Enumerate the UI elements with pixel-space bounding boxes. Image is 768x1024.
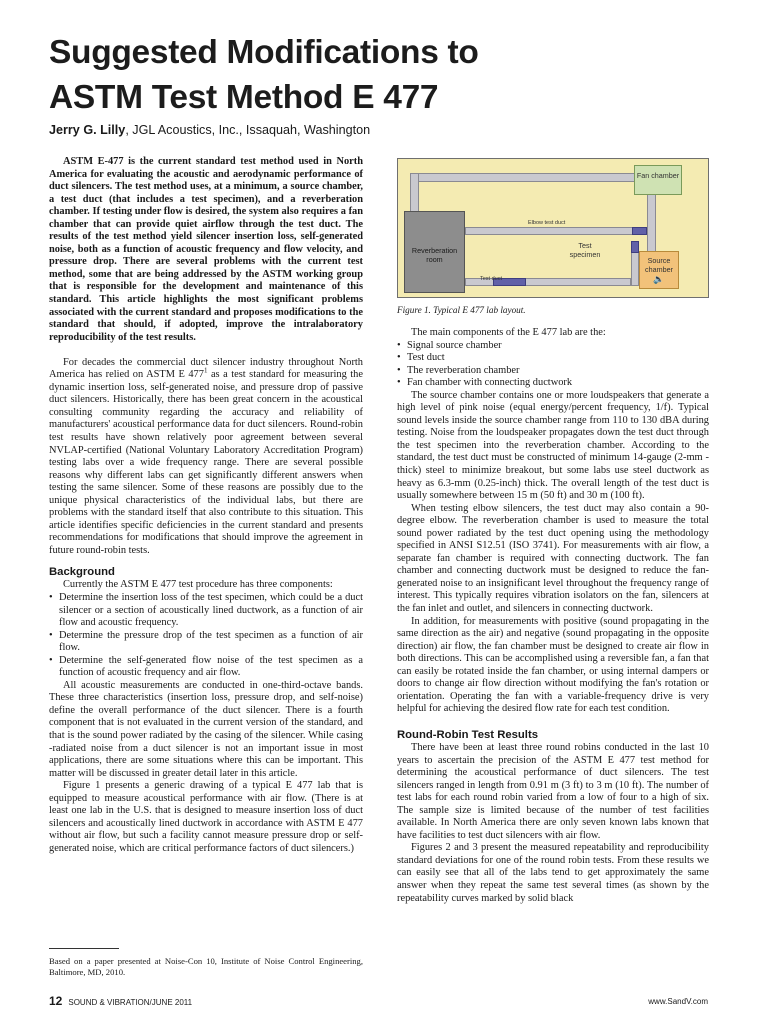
page-number: 12: [49, 994, 63, 1008]
component-item: • Fan chamber with connecting ductwork: [397, 377, 709, 390]
intro-text-b: as a test standard for measuring the dynamic insertion loss, self-generated noise, and pressure drop of passive duct silencers. Historically, there has been great concern in the acoustical consulting community regarding the accuracy and reliability of manufacturers' acoustical performance data for duct silencers. Round-robin test results have shown relatively poor agreement between several NVLAP-certified (National Voluntary Laboratory Accreditation Program) testing labs over a wide frequency range. There are several possible reasons why different labs can get significantly different answers when testing the same silencer. Some of these reasons are possibly due to the unique physical characteristics of the individual labs, but there are problems with the standard itself that also contribute to this situation. This article identifies specific deficiencies in the current standard and presents recommendations for modifications that should improve the agreement in future round-robin tests.: [49, 369, 363, 556]
round-robin-paragraph: Figures 2 and 3 present the measured repeatability and reproducibility standard deviations for one of the round robin tests. From these results we can easily see that all of the labs tend to get approximately the same answer when they repeat the same test several times (as shown by the repeatability curves marked by solid black: [397, 842, 709, 904]
footnote: Based on a paper presented at Noise-Con 10, Institute of Noise Control Engineering, Baltimore, MD, 2010.: [49, 956, 363, 977]
background-bullet: • Determine the self-generated flow noise of the test specimen as a function of acoustic frequency and air flow.: [49, 655, 363, 680]
background-heading: Background: [49, 566, 115, 579]
components-paragraph: The source chamber contains one or more loudspeakers that generate a high level of pink noise (equal energy/percent frequency, 1/f). Typical sound levels inside the source chamber range from 110 to 130 dBA during testing. Noise from the loudspeaker propagates down the test duct through the test specimen into the reverberation chamber. According to the standard, the test duct must be constructed of minimum 14-gauge (2-mm -thick) steel to minimize breakout, but some labs use steel ductwork as heavy as 6.3-mm (0.25-inch) thick. The overall length of the test duct is usually somewhere between 15 m (50 ft) and 30 m (100 ft).: [397, 389, 709, 502]
background-paragraph: Figure 1 presents a generic drawing of a typical E 477 lab that is equipped to measure acoustical performance with air flow. (There is at least one lab in the U.S. that is designed to measure insertion loss of duct silencers and acoustically lined ductwork in accordance with ASTM E 477 without air flow, but such a facility cannot measure pressure drop or self-generated noise, which are critical performance factors of duct silencers.): [49, 780, 363, 854]
article-title-line1: Suggested Modifications to: [49, 34, 479, 71]
background-paragraph: All acoustic measurements are conducted in one-third-octave bands. These three characteristics (insertion loss, pressure drop, and self-noise) define the overall performance of the duct silencer. There is a fourth component that is not evaluated in the current version of the standard, and that is the sound power radiated by the casing of the silencer. While casing -radiated noise from a duct silencer is not an important issue in most applications, there are some situations where this can be important. This matter will be discussed in greater detail later in this article.: [49, 679, 363, 779]
components-list: [397, 340, 709, 390]
component-item: • Signal source chamber: [397, 340, 709, 353]
right-vertical-duct: [647, 193, 656, 253]
intro-paragraph: [49, 357, 363, 558]
figure-lab-layout: [397, 158, 709, 298]
components-lead: The main components of the E 477 lab are the:: [411, 327, 606, 338]
page-footer-left: [49, 994, 192, 1008]
publication-name: SOUND & VIBRATION/JUNE 2011: [68, 998, 193, 1007]
background-bullet: • Determine the pressure drop of the test specimen as a function of air flow.: [49, 630, 363, 655]
speaker-icon: 🔈: [653, 274, 665, 284]
reverberation-room-label: Reverberation room: [411, 246, 458, 264]
round-robin-heading: Round-Robin Test Results: [397, 728, 538, 741]
specimen-riser-section: [631, 241, 639, 253]
intro-text-a: For decades the commercial duct silencer industry throughout North America has relied on ASTM E 477: [49, 356, 363, 381]
component-item: • The reverberation chamber: [397, 365, 709, 378]
test-specimen-label: Test specimen: [569, 241, 601, 259]
right-column: [397, 327, 709, 905]
figure-caption: Figure 1. Typical E 477 lab layout.: [397, 305, 526, 315]
fan-chamber-label: Fan chamber: [636, 171, 680, 180]
author-name: Jerry G. Lilly: [49, 123, 126, 137]
fan-chamber: [634, 165, 682, 195]
components-paragraph: When testing elbow silencers, the test duct may also contain a 90-degree elbow. The reverberation chamber is used to measure the total sound power radiated by the test duct opening using the methodology specified in ANSI S12.51 (ISO 3741). For measurements with air flow, a separate fan chamber is required with connecting ductwork. The fan chamber and connecting ductwork must be designed to reduce the fan-generated noise to an insignificant level throughout the frequency range of interest. This typically requires vibration isolators on the fan, silencers at the fan inlet and outlet, and silencers in connecting ductwork.: [397, 502, 709, 615]
test-duct-label: Test duct: [480, 276, 503, 282]
source-chamber: [639, 251, 679, 289]
abstract: ASTM E-477 is the current standard test method used in North America for evaluating the acoustic and aerodynamic performance of duct silencers. The test method uses, at a minimum, a source chamber, a test duct (that includes a test specimen), and a reverberation chamber. If testing under flow is desired, the system also requires a fan chamber that can provide quiet airflow through the test duct. The results of the test method yield silencer insertion loss, self-generated noise, both as a function of acoustic frequency and flow velocity, and pressure drop. There are several problems with the current test method, some that are being addressed by the ASTM working group that is responsible for the development and maintenance of this standard. This article highlights the most significant problems associated with the current standard and proposes modifications to the standard that should, if adopted, improve the intralaboratory reproducibility of the test results.: [49, 156, 363, 343]
elbow-duct-section: [632, 227, 647, 235]
background-bullet: • Determine the insertion loss of the test specimen, which could be a duct silencer or a section of acoustically lined ductwork, as a function of air flow and acoustic frequency.: [49, 592, 363, 630]
component-item: • Test duct: [397, 352, 709, 365]
article-title-line2: ASTM Test Method E 477: [49, 79, 439, 116]
left-vertical-duct: [410, 173, 419, 213]
source-chamber-label: Source chamber: [645, 256, 673, 274]
page-footer-website: www.SandV.com: [648, 997, 708, 1006]
reference-superscript: 1: [203, 366, 208, 375]
background-bullet-list: [49, 592, 363, 680]
article-title: [49, 30, 729, 120]
byline: [49, 123, 370, 137]
reverberation-room: [404, 211, 465, 293]
elbow-test-duct: [465, 227, 647, 235]
elbow-test-duct-label: Elbow test duct: [528, 220, 566, 226]
round-robin-paragraph: There have been at least three round robins conducted in the last 10 years to ascertain the precision of the ASTM E 477 test method for determining the acoustical performance of duct silencers. The test silencers ranged in length from 0.91 m (3 ft) to 3 m (10 ft). The number of test labs for each round robin varied from a low of four to a high of six. The sample size is limited because of the number of test facilities available. In North America there are only seven known labs known that have facilities to test duct silencers with air flow.: [397, 741, 709, 841]
author-affiliation: , JGL Acoustics, Inc., Issaquah, Washington: [125, 123, 371, 137]
top-return-duct: [410, 173, 640, 182]
footnote-rule: [49, 948, 119, 949]
left-column: [49, 156, 363, 855]
components-paragraph: In addition, for measurements with positive (sound propagating in the same direction as the air) and negative (sound propagating in the opposite direction) air flow, the fan chamber must be designed to create air flow in both directions. This can be accomplished using a reversible fan, a fan that can easily be rotated inside the fan chamber, or using internal dampers or doors to change air flow direction without modifying the fan's rotation or orientation. Operating the fan with a variable-frequency drive is very helpful for achieving the desired flow rate for each test condition.: [397, 615, 709, 715]
background-lead: Currently the ASTM E 477 test procedure has three components:: [63, 579, 333, 591]
